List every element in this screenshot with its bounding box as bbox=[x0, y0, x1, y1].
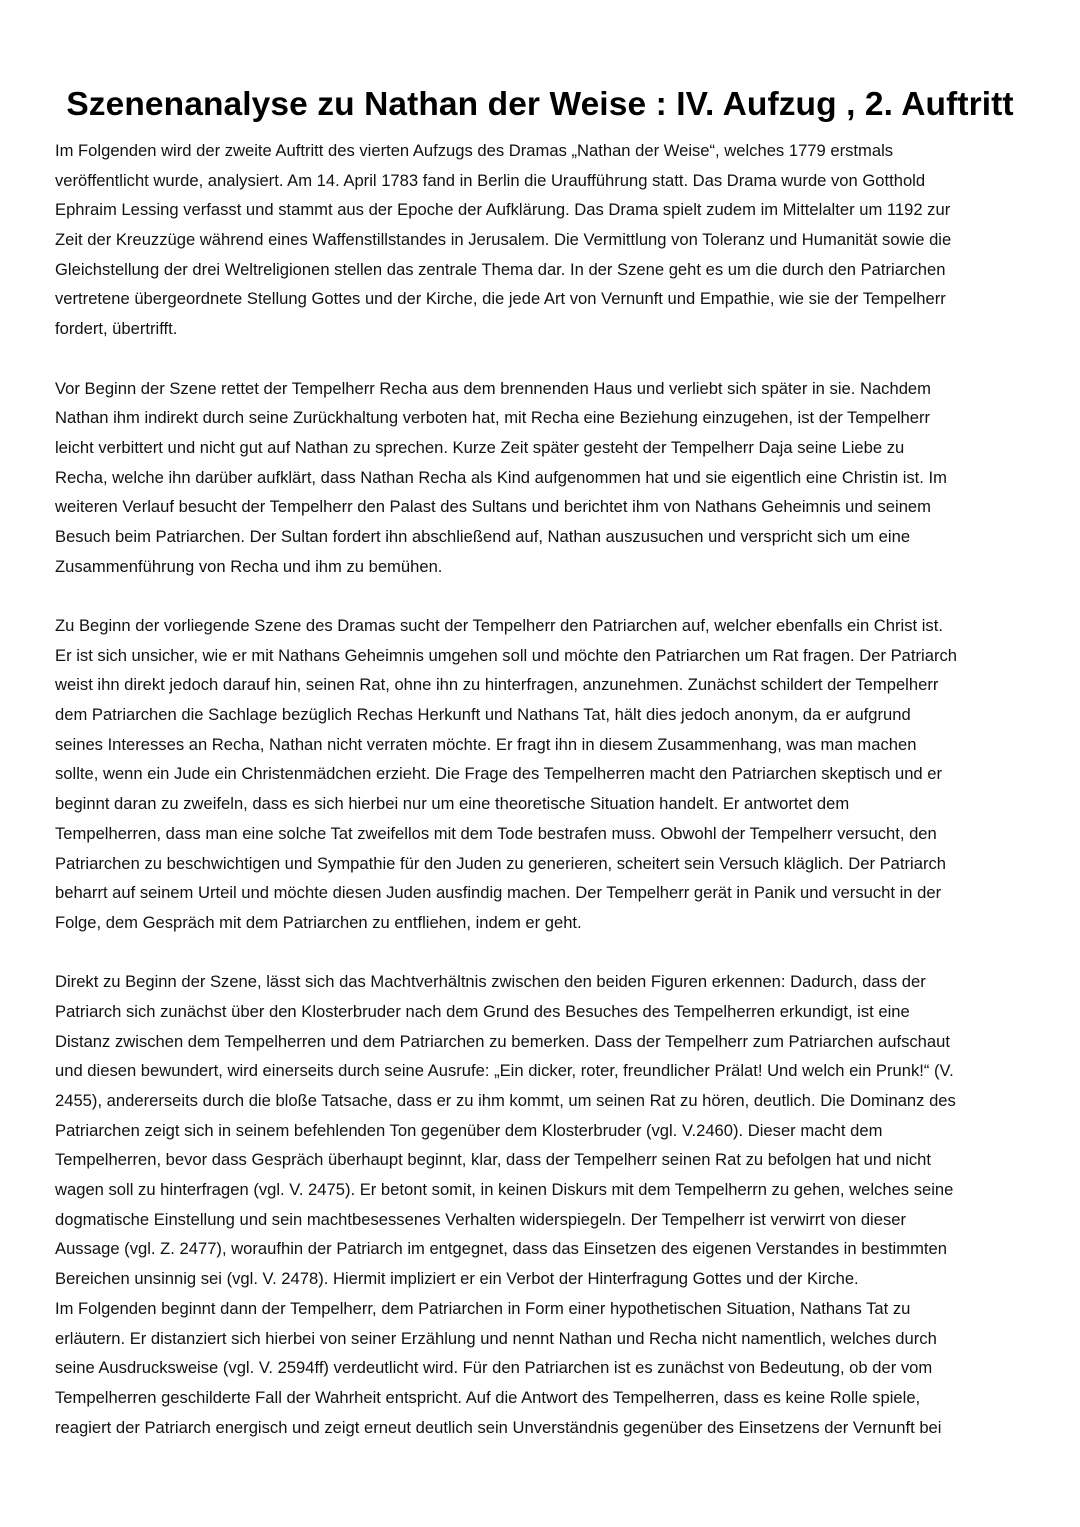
document-body bbox=[55, 136, 1045, 1442]
paragraph bbox=[55, 1294, 1045, 1442]
text-line: Tempelherren, dass man eine solche Tat zweifellos mit dem Tode bestrafen muss. Obwohl der Tempelherr versucht, den bbox=[55, 823, 937, 843]
text-line: weiteren Verlauf besucht der Tempelherr den Palast des Sultans und berichtet ihm von Nathans Geheimnis und seinem bbox=[55, 497, 931, 517]
text-line: und diesen bewundert, wird einerseits durch seine Ausrufe: „Ein dicker, roter, freundlicher Prälat! Und welch ein Prunk!“ (V. bbox=[55, 1061, 954, 1081]
text-line: erläutern. Er distanziert sich hierbei von seiner Erzählung und nennt Nathan und Recha nicht namentlich, welches durch bbox=[55, 1328, 937, 1348]
text-line: seines Interesses an Recha, Nathan nicht verraten möchte. Er fragt ihn in diesem Zusammenhang, was man machen bbox=[55, 734, 917, 754]
text-line: Zu Beginn der vorliegende Szene des Dramas sucht der Tempelherr den Patriarchen auf, welcher ebenfalls ein Christ ist. bbox=[55, 616, 943, 635]
text-line: 2455), andererseits durch die bloße Tatsache, dass er zu ihm kommt, um seinen Rat zu hören, deutlich. Die Dominanz des bbox=[55, 1091, 956, 1110]
text-line: Patriarchen zu beschwichtigen und Sympathie für den Juden zu generieren, scheitert sein Versuch kläglich. Der Patriarch bbox=[55, 853, 947, 873]
text-line: Zeit der Kreuzzüge während eines Waffenstillstandes in Jerusalem. Die Vermittlung von Toleranz und Humanität sowie die bbox=[55, 230, 952, 250]
text-line: wagen soll zu hinterfragen (vgl. V. 2475). Er betont somit, in keinen Diskurs mit dem Tempelherrn zu gehen, welches seine bbox=[55, 1180, 954, 1200]
text-line: weist ihn direkt jedoch darauf hin, seinen Rat, ohne ihn zu hinterfragen, anzunehmen. Zunächst schildert der Tempelherr bbox=[55, 675, 939, 695]
text-line: Er ist sich unsicher, wie er mit Nathans Geheimnis umgehen soll und möchte den Patriarchen um Rat fragen. Der Patriarch bbox=[55, 645, 958, 665]
text-line: Tempelherren, bevor dass Gespräch überhaupt beginnt, klar, dass der Tempelherr seinen Rat zu befolgen hat und nicht bbox=[55, 1150, 932, 1170]
text-line: beginnt daran zu zweifeln, dass es sich hierbei nur um eine theoretische Situation handelt. Er antwortet dem bbox=[55, 794, 850, 814]
text-line: Besuch beim Patriarchen. Der Sultan fordert ihn abschließend auf, Nathan auszusuchen und verspricht sich um eine bbox=[55, 526, 911, 546]
paragraph bbox=[55, 374, 1045, 582]
paragraph bbox=[55, 136, 1045, 344]
text-line: sollte, wenn ein Jude ein Christenmädchen erzieht. Die Frage des Tempelherren macht den Patriarchen skeptisch und er bbox=[55, 764, 943, 784]
text-line: Aussage (vgl. Z. 2477), woraufhin der Patriarch im entgegnet, dass das Einsetzen des eigenen Verstandes in bestimmten bbox=[55, 1239, 947, 1259]
text-line: dem Patriarchen die Sachlage bezüglich Rechas Herkunft und Nathans Tat, hält dies jedoch anonym, da er aufgrund bbox=[55, 705, 911, 725]
text-line: Zusammenführung von Recha und ihm zu bemühen. bbox=[55, 556, 443, 576]
text-line: Folge, dem Gespräch mit dem Patriarchen zu entfliehen, indem er geht. bbox=[55, 912, 582, 932]
text-line: beharrt auf seinem Urteil und möchte diesen Juden ausfindig machen. Der Tempelherr gerät in Panik und versucht in der bbox=[55, 883, 942, 903]
text-line: veröffentlicht wurde, analysiert. Am 14. April 1783 fand in Berlin die Uraufführung statt. Das Drama wurde von Gotthold bbox=[55, 170, 926, 190]
text-line: reagiert der Patriarch energisch und zeigt erneut deutlich sein Unverständnis gegenüber des Einsetzens der Vernunft bei bbox=[55, 1417, 942, 1437]
document-title: Szenenanalyse zu Nathan der Weise : IV. Aufzug , 2. Auftritt bbox=[66, 86, 1014, 124]
text-line: Recha, welche ihn darüber aufklärt, dass Nathan Recha als Kind aufgenommen hat und sie eigentlich eine Christin ist. Im bbox=[55, 467, 947, 487]
text-line: seine Ausdrucksweise (vgl. V. 2594ff) verdeutlicht wird. Für den Patriarchen ist es zunächst von Bedeutung, ob der vom bbox=[55, 1358, 933, 1378]
paragraph bbox=[55, 967, 1045, 1294]
text-line: dogmatische Einstellung und sein machtbesessenes Verhalten widerspiegeln. Der Tempelherr ist verwirrt von dieser bbox=[55, 1209, 907, 1229]
text-line: Bereichen unsinnig sei (vgl. V. 2478). Hiermit impliziert er ein Verbot der Hinterfragung Gottes und der Kirche. bbox=[55, 1269, 859, 1289]
text-line: leicht verbittert und nicht gut auf Nathan zu sprechen. Kurze Zeit später gesteht der Tempelherr Daja seine Liebe zu bbox=[55, 437, 905, 457]
text-line: Gleichstellung der drei Weltreligionen stellen das zentrale Thema dar. In der Szene geht es um die durch den Patriarchen bbox=[55, 259, 946, 279]
text-line: Patriarch sich zunächst über den Klosterbruder nach dem Grund des Besuches des Tempelherren erkundigt, ist eine bbox=[55, 1001, 910, 1021]
text-line: Tempelherren geschilderte Fall der Wahrheit entspricht. Auf die Antwort des Tempelherren, dass es keine Rolle spiele, bbox=[55, 1387, 921, 1407]
text-line: Vor Beginn der Szene rettet der Tempelherr Recha aus dem brennenden Haus und verliebt sich später in sie. Nachdem bbox=[55, 378, 931, 398]
text-line: Im Folgenden wird der zweite Auftritt des vierten Aufzugs des Dramas „Nathan der Weise“, welches 1779 erstmals bbox=[55, 141, 894, 160]
text-line: vertretene übergeordnete Stellung Gottes und der Kirche, die jede Art von Vernunft und Empathie, wie sie der Tempelherr bbox=[55, 289, 946, 309]
text-line: Im Folgenden beginnt dann der Tempelherr, dem Patriarchen in Form einer hypothetischen Situation, Nathans Tat zu bbox=[55, 1298, 911, 1318]
text-line: Nathan ihm indirekt durch seine Zurückhaltung verboten hat, mit Recha eine Beziehung einzugehen, ist der Tempelherr bbox=[55, 408, 931, 428]
text-line: fordert, übertrifft. bbox=[55, 319, 178, 339]
text-line: Distanz zwischen dem Tempelherren und dem Patriarchen zu bemerken. Dass der Tempelherr zum Patriarchen aufschaut bbox=[55, 1031, 950, 1051]
text-line: Direkt zu Beginn der Szene, lässt sich das Machtverhältnis zwischen den beiden Figuren erkennen: Dadurch, dass der bbox=[55, 972, 926, 992]
text-line: Patriarchen zeigt sich in seinem befehlenden Ton gegenüber dem Klosterbruder (vgl. V.2460). Dieser macht dem bbox=[55, 1120, 883, 1140]
text-line: Ephraim Lessing verfasst und stammt aus der Epoche der Aufklärung. Das Drama spielt zudem im Mittelalter um 1192 zur bbox=[55, 200, 951, 220]
paragraph bbox=[55, 611, 1045, 938]
